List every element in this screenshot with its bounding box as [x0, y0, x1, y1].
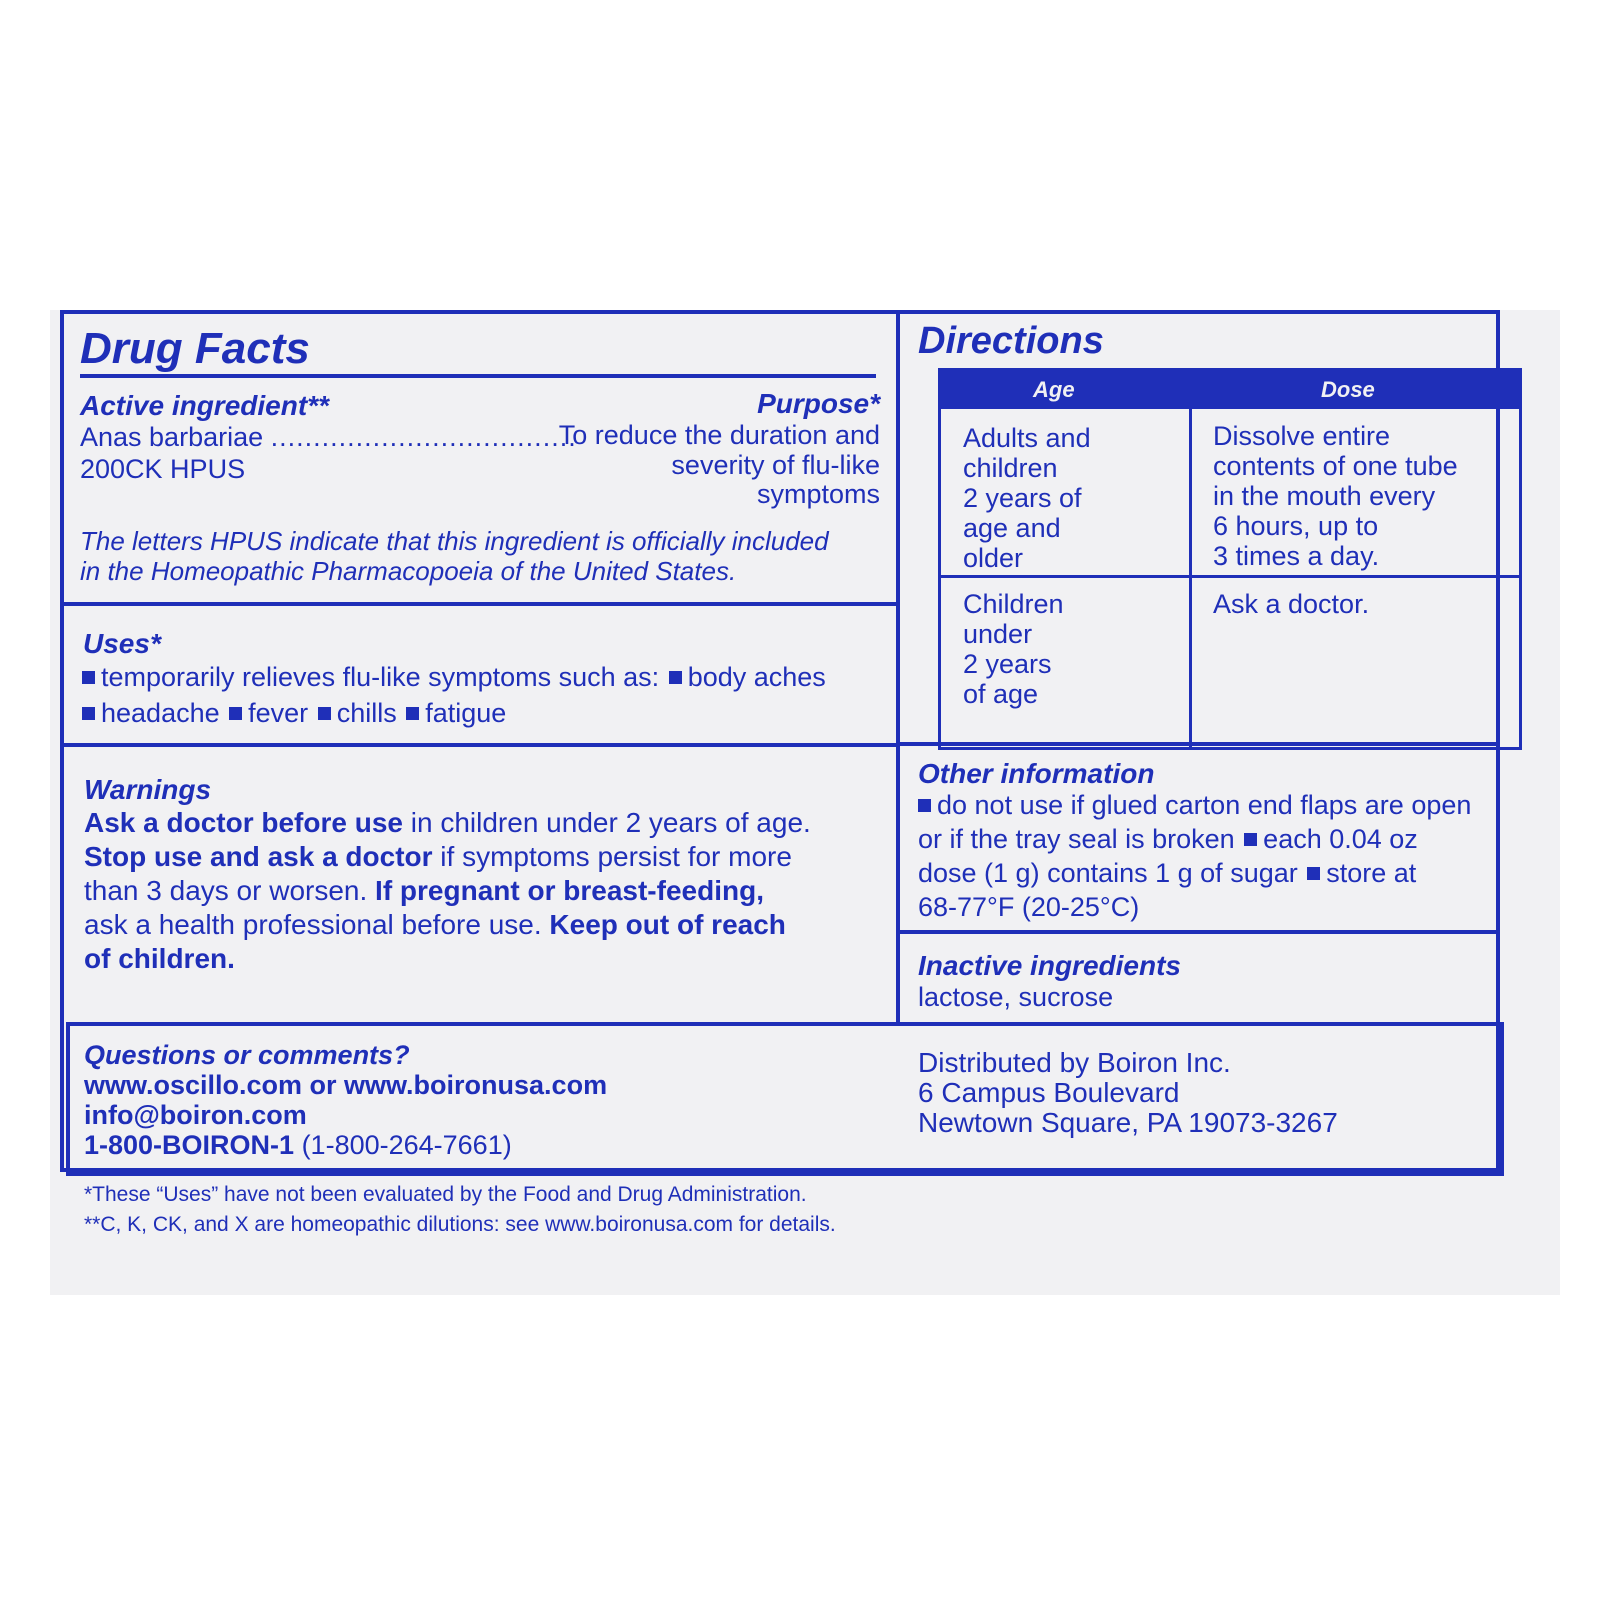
ingredient-name: Anas barbariae .................................... [80, 422, 577, 452]
bullet-icon [918, 799, 931, 812]
age-cell-adults: Adults and children 2 years of age and older [963, 423, 1091, 573]
distributor-line-2: 6 Campus Boulevard [918, 1077, 1180, 1108]
warnings-line-4: ask a health professional before use. Keep out of reach [84, 909, 786, 940]
footnote-1: *These “Uses” have not been evaluated by the Food and Drug Administration. [84, 1183, 807, 1206]
directions-table-header [941, 371, 1519, 409]
divider-uses-warnings [60, 743, 898, 747]
bullet-icon [82, 671, 95, 684]
divider-other-inactive [896, 930, 1500, 934]
dose-cell-children: Ask a doctor. [1213, 589, 1370, 619]
bullet-icon [318, 707, 331, 720]
hpus-note-line-1: The letters HPUS indicate that this ingredient is officially included [80, 526, 829, 556]
dose-column-header: Dose [1321, 377, 1375, 402]
distributor-line-3: Newtown Square, PA 19073-3267 [918, 1107, 1338, 1138]
directions-column-divider [1189, 409, 1192, 747]
bullet-icon [1244, 833, 1257, 846]
other-info-line-1: do not use if glued carton end flaps are open [916, 790, 1471, 820]
dose-cell-adults: Dissolve entire contents of one tube in the mouth every 6 hours, up to 3 times a day. [1213, 421, 1458, 571]
inactive-ingredients-text: lactose, sucrose [918, 982, 1114, 1012]
footnote-2: **C, K, CK, and X are homeopathic dilutions: see www.boironusa.com for details. [84, 1213, 836, 1236]
warnings-line-1: Ask a doctor before use in children under 2 years of age. [84, 807, 811, 838]
warnings-line-3: than 3 days or worsen. If pregnant or breast-feeding, [84, 875, 764, 906]
other-info-line-4: 68-77°F (20-25°C) [918, 892, 1140, 922]
purpose-line-3: symptoms [756, 479, 880, 509]
directions-row-divider [941, 575, 1519, 578]
other-info-line-2: or if the tray seal is broken each 0.04 oz [918, 824, 1418, 854]
questions-websites: www.oscillo.com or www.boironusa.com [84, 1070, 608, 1100]
uses-line-2: headache fever chills fatigue [80, 698, 506, 728]
bullet-icon [229, 707, 242, 720]
distributor-line-1: Distributed by Boiron Inc. [918, 1047, 1231, 1078]
hpus-note-line-2: in the Homeopathic Pharmacopoeia of the United States. [80, 556, 737, 586]
bullet-icon [1307, 867, 1320, 880]
directions-table [938, 368, 1522, 750]
purpose-line-1: To reduce the duration and [558, 420, 880, 450]
drug-facts-title: Drug Facts [80, 324, 310, 373]
column-divider [896, 310, 900, 1022]
directions-heading: Directions [918, 320, 1104, 362]
purpose-line-2: severity of flu-like [671, 450, 880, 480]
uses-heading: Uses* [83, 628, 161, 659]
purpose-heading: Purpose* [757, 388, 880, 419]
questions-email: info@boiron.com [84, 1100, 307, 1130]
ingredient-strength: 200CK HPUS [80, 454, 246, 484]
divider-ingredients-uses [60, 602, 898, 606]
active-ingredient-heading: Active ingredient** [80, 390, 329, 421]
questions-phone: 1-800-BOIRON-1 (1-800-264-7661) [84, 1130, 512, 1160]
age-column-header: Age [1033, 377, 1075, 402]
drug-facts-panel [50, 310, 1560, 1295]
bullet-icon [406, 707, 419, 720]
other-information-heading: Other information [918, 758, 1155, 789]
other-info-line-3: dose (1 g) contains 1 g of sugar store at [918, 858, 1417, 888]
drug-facts-underline [80, 374, 876, 378]
bullet-icon [82, 707, 95, 720]
warnings-line-2: Stop use and ask a doctor if symptoms persist for more [84, 841, 792, 872]
warnings-line-5: of children. [84, 943, 235, 974]
inactive-ingredients-heading: Inactive ingredients [918, 950, 1181, 981]
uses-line-1: temporarily relieves flu-like symptoms such as: body aches [80, 662, 826, 692]
warnings-heading: Warnings [84, 774, 212, 805]
bullet-icon [669, 671, 682, 684]
age-cell-children: Children under 2 years of age [963, 589, 1064, 709]
questions-heading: Questions or comments? [84, 1040, 410, 1070]
